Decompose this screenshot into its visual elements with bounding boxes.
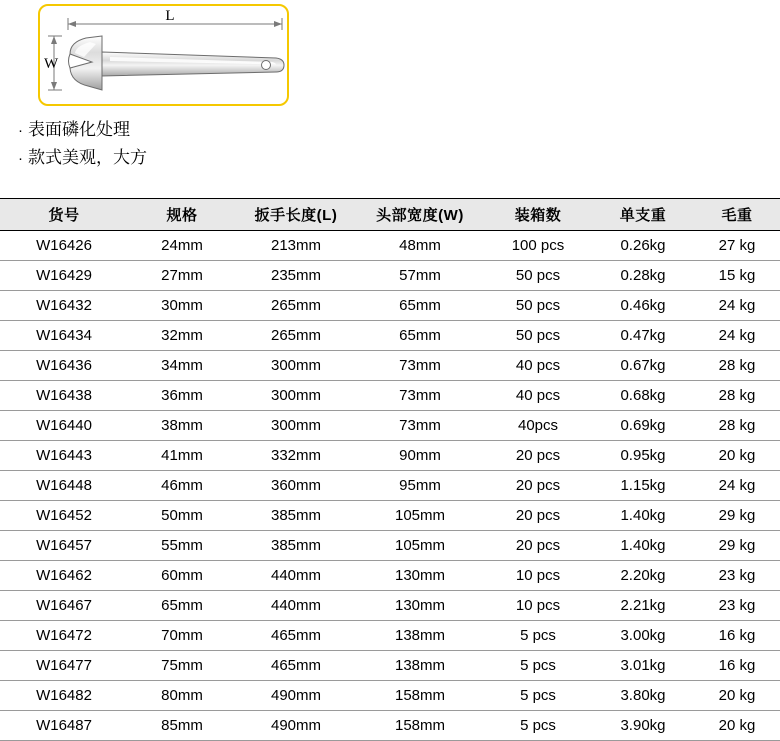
cell-package-qty: 20 pcs	[484, 531, 592, 561]
cell-gross-weight: 27 kg	[694, 231, 780, 261]
cell-package-qty: 20 pcs	[484, 441, 592, 471]
cell-item-no: W16432	[0, 291, 128, 321]
cell-size: 80mm	[128, 681, 236, 711]
cell-size: 75mm	[128, 651, 236, 681]
cell-unit-weight: 3.80kg	[592, 681, 694, 711]
cell-length: 440mm	[236, 561, 356, 591]
cell-unit-weight: 1.15kg	[592, 471, 694, 501]
cell-size: 65mm	[128, 591, 236, 621]
cell-item-no: W16448	[0, 471, 128, 501]
cell-item-no: W16472	[0, 621, 128, 651]
table-row	[0, 231, 780, 261]
cell-length: 300mm	[236, 381, 356, 411]
cell-package-qty: 40 pcs	[484, 381, 592, 411]
cell-gross-weight: 20 kg	[694, 681, 780, 711]
cell-item-no: W16462	[0, 561, 128, 591]
cell-item-no: W16467	[0, 591, 128, 621]
cell-head-width: 138mm	[356, 621, 484, 651]
column-header-head-width: 头部宽度(W)	[356, 199, 484, 231]
cell-unit-weight: 2.20kg	[592, 561, 694, 591]
cell-head-width: 158mm	[356, 681, 484, 711]
cell-unit-weight: 0.46kg	[592, 291, 694, 321]
table-row	[0, 261, 780, 291]
table-row	[0, 501, 780, 531]
column-header-unit-weight: 单支重	[592, 199, 694, 231]
cell-length: 490mm	[236, 681, 356, 711]
cell-unit-weight: 0.28kg	[592, 261, 694, 291]
cell-package-qty: 50 pcs	[484, 321, 592, 351]
cell-size: 55mm	[128, 531, 236, 561]
table-row	[0, 351, 780, 381]
cell-package-qty: 40pcs	[484, 411, 592, 441]
bullet-dot: ·	[18, 122, 23, 140]
cell-item-no: W16426	[0, 231, 128, 261]
cell-unit-weight: 3.90kg	[592, 711, 694, 741]
feature-text: 款式美观，大方	[28, 148, 147, 168]
cell-size: 24mm	[128, 231, 236, 261]
cell-unit-weight: 3.01kg	[592, 651, 694, 681]
cell-item-no: W16443	[0, 441, 128, 471]
cell-unit-weight: 2.21kg	[592, 591, 694, 621]
svg-text:W: W	[44, 56, 59, 72]
cell-head-width: 105mm	[356, 531, 484, 561]
cell-package-qty: 50 pcs	[484, 291, 592, 321]
cell-item-no: W16438	[0, 381, 128, 411]
cell-size: 41mm	[128, 441, 236, 471]
cell-package-qty: 20 pcs	[484, 471, 592, 501]
column-header-length: 扳手长度(L)	[236, 199, 356, 231]
cell-size: 32mm	[128, 321, 236, 351]
cell-item-no: W16487	[0, 711, 128, 741]
cell-length: 385mm	[236, 531, 356, 561]
product-image-box	[38, 4, 289, 106]
cell-length: 300mm	[236, 411, 356, 441]
cell-gross-weight: 15 kg	[694, 261, 780, 291]
cell-size: 50mm	[128, 501, 236, 531]
cell-item-no: W16429	[0, 261, 128, 291]
cell-gross-weight: 20 kg	[694, 441, 780, 471]
cell-head-width: 65mm	[356, 321, 484, 351]
cell-size: 46mm	[128, 471, 236, 501]
column-header-size: 规格	[128, 199, 236, 231]
cell-package-qty: 5 pcs	[484, 711, 592, 741]
open-end-wrench-illustration	[40, 6, 287, 104]
table-row	[0, 621, 780, 651]
cell-gross-weight: 23 kg	[694, 591, 780, 621]
cell-gross-weight: 23 kg	[694, 561, 780, 591]
table-row	[0, 291, 780, 321]
cell-unit-weight: 3.00kg	[592, 621, 694, 651]
cell-gross-weight: 29 kg	[694, 531, 780, 561]
cell-head-width: 95mm	[356, 471, 484, 501]
cell-head-width: 130mm	[356, 591, 484, 621]
cell-length: 300mm	[236, 351, 356, 381]
cell-size: 60mm	[128, 561, 236, 591]
cell-unit-weight: 0.95kg	[592, 441, 694, 471]
cell-gross-weight: 20 kg	[694, 711, 780, 741]
table-row	[0, 681, 780, 711]
cell-package-qty: 10 pcs	[484, 591, 592, 621]
cell-gross-weight: 28 kg	[694, 411, 780, 441]
cell-unit-weight: 0.47kg	[592, 321, 694, 351]
cell-head-width: 48mm	[356, 231, 484, 261]
table-row	[0, 561, 780, 591]
cell-package-qty: 50 pcs	[484, 261, 592, 291]
cell-head-width: 73mm	[356, 381, 484, 411]
cell-size: 34mm	[128, 351, 236, 381]
feature-item	[18, 144, 438, 172]
cell-item-no: W16440	[0, 411, 128, 441]
cell-package-qty: 10 pcs	[484, 561, 592, 591]
cell-gross-weight: 28 kg	[694, 351, 780, 381]
cell-length: 265mm	[236, 321, 356, 351]
cell-gross-weight: 24 kg	[694, 291, 780, 321]
cell-head-width: 138mm	[356, 651, 484, 681]
cell-size: 38mm	[128, 411, 236, 441]
cell-item-no: W16434	[0, 321, 128, 351]
cell-gross-weight: 24 kg	[694, 471, 780, 501]
table-row	[0, 381, 780, 411]
cell-package-qty: 5 pcs	[484, 651, 592, 681]
cell-size: 70mm	[128, 621, 236, 651]
table-row	[0, 321, 780, 351]
cell-item-no: W16452	[0, 501, 128, 531]
svg-text:L: L	[165, 8, 175, 24]
cell-head-width: 158mm	[356, 711, 484, 741]
table-header-row	[0, 199, 780, 231]
cell-length: 385mm	[236, 501, 356, 531]
cell-head-width: 130mm	[356, 561, 484, 591]
cell-gross-weight: 24 kg	[694, 321, 780, 351]
feature-text: 表面磷化处理	[28, 120, 130, 139]
table-row	[0, 441, 780, 471]
cell-package-qty: 100 pcs	[484, 231, 592, 261]
table-row	[0, 471, 780, 501]
cell-item-no: W16477	[0, 651, 128, 681]
cell-head-width: 57mm	[356, 261, 484, 291]
cell-head-width: 105mm	[356, 501, 484, 531]
cell-length: 332mm	[236, 441, 356, 471]
table-row	[0, 411, 780, 441]
cell-unit-weight: 0.67kg	[592, 351, 694, 381]
cell-item-no: W16482	[0, 681, 128, 711]
cell-length: 465mm	[236, 651, 356, 681]
cell-unit-weight: 0.69kg	[592, 411, 694, 441]
cell-unit-weight: 1.40kg	[592, 501, 694, 531]
cell-head-width: 90mm	[356, 441, 484, 471]
specification-table	[0, 198, 780, 741]
cell-length: 465mm	[236, 621, 356, 651]
column-header-gross-weight: 毛重	[694, 199, 780, 231]
cell-size: 36mm	[128, 381, 236, 411]
feature-item	[18, 116, 438, 144]
cell-item-no: W16457	[0, 531, 128, 561]
cell-length: 213mm	[236, 231, 356, 261]
table-body	[0, 231, 780, 741]
cell-size: 27mm	[128, 261, 236, 291]
features-list	[18, 116, 438, 172]
cell-head-width: 73mm	[356, 351, 484, 381]
cell-unit-weight: 0.26kg	[592, 231, 694, 261]
column-header-item-no: 货号	[0, 199, 128, 231]
cell-length: 490mm	[236, 711, 356, 741]
bullet-dot: ·	[18, 150, 23, 168]
cell-size: 30mm	[128, 291, 236, 321]
cell-length: 265mm	[236, 291, 356, 321]
cell-unit-weight: 1.40kg	[592, 531, 694, 561]
cell-size: 85mm	[128, 711, 236, 741]
cell-package-qty: 5 pcs	[484, 621, 592, 651]
cell-gross-weight: 16 kg	[694, 621, 780, 651]
table-row	[0, 711, 780, 741]
table-row	[0, 591, 780, 621]
cell-length: 235mm	[236, 261, 356, 291]
cell-unit-weight: 0.68kg	[592, 381, 694, 411]
cell-length: 360mm	[236, 471, 356, 501]
cell-package-qty: 20 pcs	[484, 501, 592, 531]
column-header-package-qty: 装箱数	[484, 199, 592, 231]
cell-package-qty: 40 pcs	[484, 351, 592, 381]
cell-gross-weight: 16 kg	[694, 651, 780, 681]
cell-item-no: W16436	[0, 351, 128, 381]
cell-package-qty: 5 pcs	[484, 681, 592, 711]
cell-length: 440mm	[236, 591, 356, 621]
cell-gross-weight: 28 kg	[694, 381, 780, 411]
cell-head-width: 73mm	[356, 411, 484, 441]
table-row	[0, 531, 780, 561]
cell-gross-weight: 29 kg	[694, 501, 780, 531]
cell-head-width: 65mm	[356, 291, 484, 321]
